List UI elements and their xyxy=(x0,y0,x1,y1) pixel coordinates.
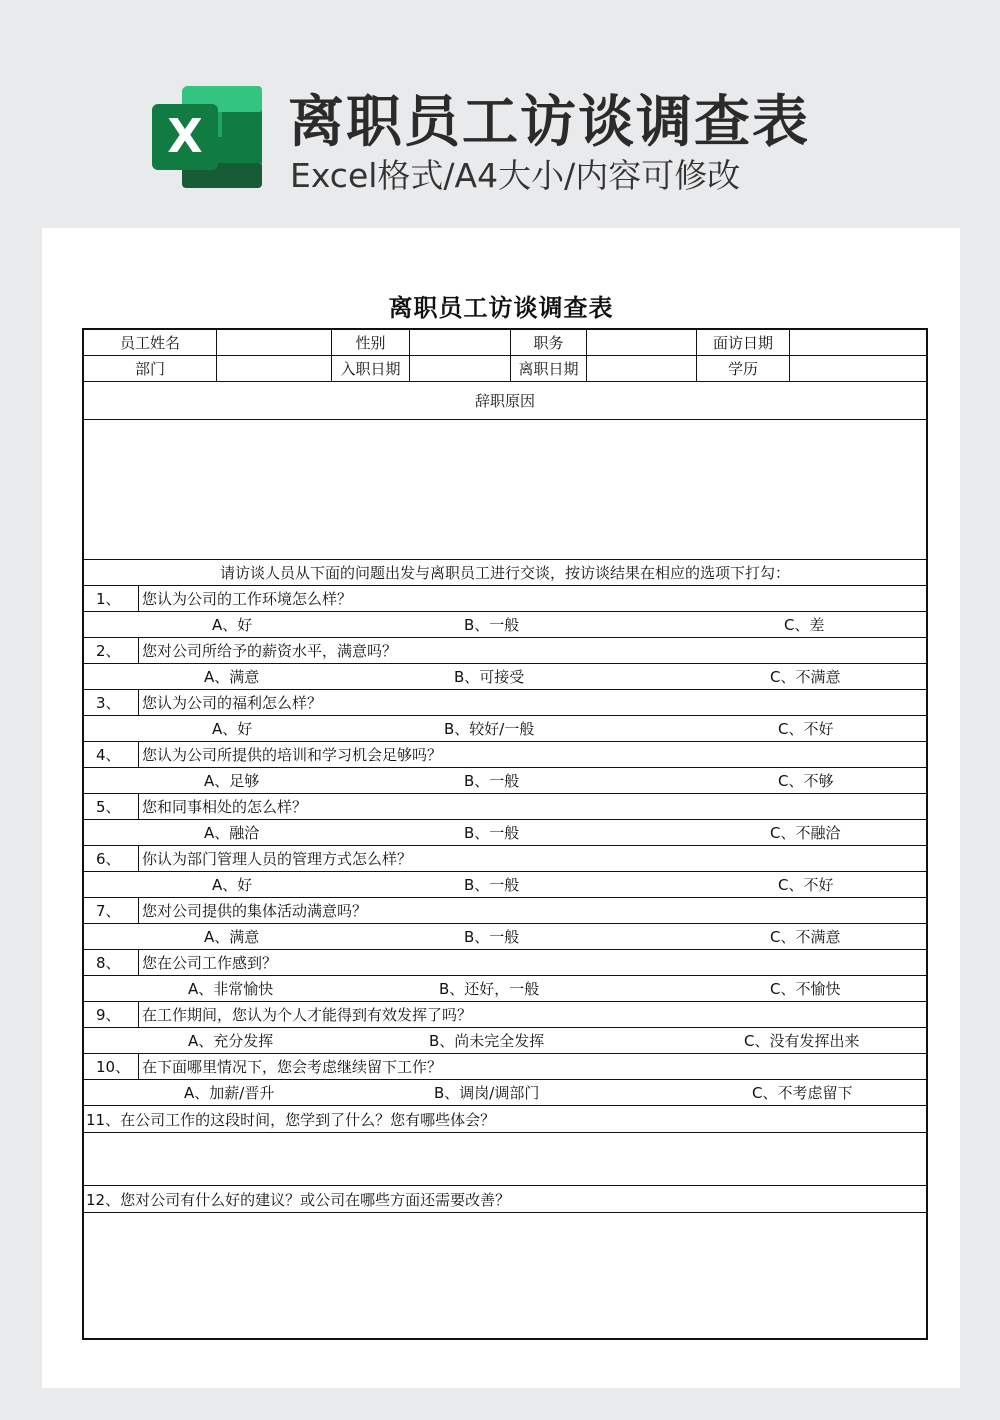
instruction-row xyxy=(84,560,926,586)
info-label: 职务 xyxy=(511,330,587,355)
options-row xyxy=(84,976,926,1002)
info-label: 学历 xyxy=(697,356,790,381)
question-11-text: 11、在公司工作的这段时间，您学到了什么？您有哪些体会？ xyxy=(86,1110,496,1129)
answer-option[interactable]: C、不融洽 xyxy=(770,824,841,842)
answer-option[interactable]: B、可接受 xyxy=(454,668,525,686)
question-number: 9、 xyxy=(84,1002,139,1027)
answer-option[interactable]: C、不够 xyxy=(778,772,834,790)
answer-option[interactable]: C、差 xyxy=(784,616,825,634)
question-number: 3、 xyxy=(84,690,139,715)
question-row xyxy=(84,690,926,716)
question-number: 10、 xyxy=(84,1054,139,1079)
question-number: 7、 xyxy=(84,898,139,923)
question-row xyxy=(84,742,926,768)
answer-option[interactable]: A、加薪/晋升 xyxy=(184,1084,275,1102)
answer-option[interactable]: A、好 xyxy=(212,616,253,634)
info-value[interactable] xyxy=(217,330,332,355)
question-12-text: 12、您对公司有什么好的建议？或公司在哪些方面还需要改善？ xyxy=(86,1190,511,1209)
answer-option[interactable]: C、不满意 xyxy=(770,928,841,946)
question-number: 4、 xyxy=(84,742,139,767)
divider xyxy=(84,1132,926,1133)
options-row xyxy=(84,924,926,950)
info-row xyxy=(84,330,926,356)
question-row xyxy=(84,638,926,664)
question-row xyxy=(84,1054,926,1080)
question-text: 您认为公司的工作环境怎么样？ xyxy=(142,590,353,608)
question-text: 您和同事相处的怎么样？ xyxy=(142,798,308,816)
info-value[interactable] xyxy=(410,356,511,381)
answer-option[interactable]: A、满意 xyxy=(204,928,260,946)
info-label: 面访日期 xyxy=(697,330,790,355)
instruction-text: 请访谈人员从下面的问题出发与离职员工进行交谈，按访谈结果在相应的选项下打勾： xyxy=(219,564,790,582)
options-row xyxy=(84,872,926,898)
info-value[interactable] xyxy=(790,356,928,381)
answer-option[interactable]: B、一般 xyxy=(464,928,520,946)
interview-form xyxy=(82,328,928,1340)
question-text: 您认为公司所提供的培训和学习机会足够吗？ xyxy=(142,746,443,764)
question-text: 你认为部门管理人员的管理方式怎么样？ xyxy=(142,850,413,868)
answer-option[interactable]: B、调岗/调部门 xyxy=(434,1084,540,1102)
answer-option[interactable]: A、非常愉快 xyxy=(188,980,274,998)
answer-option[interactable]: A、充分发挥 xyxy=(188,1032,274,1050)
question-text: 您在公司工作感到？ xyxy=(142,954,278,972)
question-row xyxy=(84,794,926,820)
open-question-12[interactable] xyxy=(84,1186,926,1338)
options-row xyxy=(84,768,926,794)
answer-option[interactable]: B、一般 xyxy=(464,824,520,842)
info-label: 离职日期 xyxy=(511,356,587,381)
question-number: 6、 xyxy=(84,846,139,871)
question-row xyxy=(84,1002,926,1028)
info-value[interactable] xyxy=(587,356,697,381)
document-title: 离职员工访谈调查表 xyxy=(388,294,614,322)
question-text: 在下面哪里情况下，您会考虑继续留下工作？ xyxy=(142,1058,443,1076)
excel-icon xyxy=(152,86,264,188)
answer-option[interactable]: C、不满意 xyxy=(770,668,841,686)
info-label: 部门 xyxy=(84,356,217,381)
question-row xyxy=(84,950,926,976)
reason-input-area[interactable] xyxy=(84,420,926,560)
answer-option[interactable]: B、尚未完全发挥 xyxy=(429,1032,545,1050)
question-number: 1、 xyxy=(84,586,139,611)
info-label: 入职日期 xyxy=(332,356,410,381)
question-row xyxy=(84,846,926,872)
answer-option[interactable]: C、不愉快 xyxy=(770,980,841,998)
info-value[interactable] xyxy=(410,330,511,355)
answer-option[interactable]: C、不好 xyxy=(778,876,834,894)
answer-option[interactable]: B、较好/一般 xyxy=(444,720,535,738)
options-row xyxy=(84,612,926,638)
answer-option[interactable]: C、不好 xyxy=(778,720,834,738)
options-row xyxy=(84,664,926,690)
answer-option[interactable]: B、还好，一般 xyxy=(439,980,540,998)
info-value[interactable] xyxy=(217,356,332,381)
reason-label: 辞职原因 xyxy=(474,392,535,410)
banner-subtitle: Excel格式/A4大小/内容可修改 xyxy=(290,156,741,195)
info-label: 性别 xyxy=(332,330,410,355)
answer-option[interactable]: B、一般 xyxy=(464,616,520,634)
answer-option[interactable]: B、一般 xyxy=(464,876,520,894)
options-row xyxy=(84,820,926,846)
banner-title: 离职员工访谈调查表 xyxy=(288,90,810,155)
answer-option[interactable]: A、足够 xyxy=(204,772,260,790)
options-row xyxy=(84,716,926,742)
question-text: 在工作期间，您认为个人才能得到有效发挥了吗？ xyxy=(142,1006,473,1024)
answer-option[interactable]: C、不考虑留下 xyxy=(752,1084,853,1102)
options-row xyxy=(84,1028,926,1054)
info-row xyxy=(84,356,926,382)
question-text: 您认为公司的福利怎么样？ xyxy=(142,694,323,712)
answer-option[interactable]: A、好 xyxy=(212,720,253,738)
info-label: 员工姓名 xyxy=(84,330,217,355)
question-number: 2、 xyxy=(84,638,139,663)
answer-option[interactable]: C、没有发挥出来 xyxy=(744,1032,860,1050)
answer-option[interactable]: A、满意 xyxy=(204,668,260,686)
question-number: 5、 xyxy=(84,794,139,819)
info-value[interactable] xyxy=(790,330,928,355)
question-text: 您对公司所给予的薪资水平，满意吗？ xyxy=(142,642,398,660)
divider xyxy=(84,1212,926,1213)
options-row xyxy=(84,1080,926,1106)
reason-header xyxy=(84,382,926,420)
info-value[interactable] xyxy=(587,330,697,355)
document-page xyxy=(42,228,960,1388)
answer-option[interactable]: B、一般 xyxy=(464,772,520,790)
question-row xyxy=(84,898,926,924)
question-number: 8、 xyxy=(84,950,139,975)
answer-option[interactable]: A、融洽 xyxy=(204,824,260,842)
answer-option[interactable]: A、好 xyxy=(212,876,253,894)
svg-text:X: X xyxy=(167,109,203,163)
question-row xyxy=(84,586,926,612)
open-question-11[interactable] xyxy=(84,1106,926,1186)
question-text: 您对公司提供的集体活动满意吗？ xyxy=(142,902,368,920)
